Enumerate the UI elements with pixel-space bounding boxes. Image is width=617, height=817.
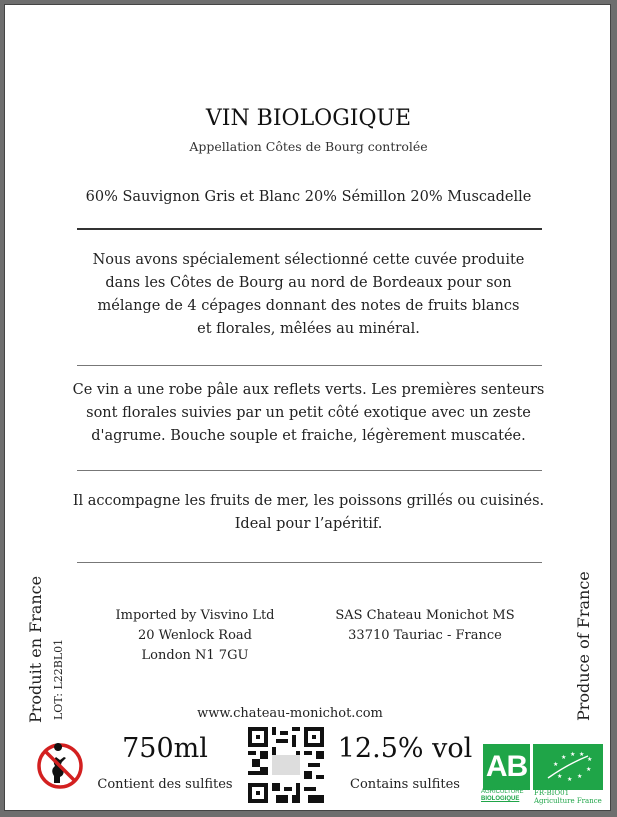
svg-text:★: ★ (557, 773, 563, 780)
lot-number: LOT: L22BL01 (52, 638, 65, 720)
producer-address: SAS Chateau Monichot MS 33710 Tauriac - France (335, 608, 515, 643)
sulfites-fr: Contient des sulfites (97, 777, 233, 792)
description-paragraph-1: Nous avons spécialement sélectionné cette cuvée produite dans les Côtes de Bourg au nord de Bordeaux pour son mélange de 4 cépages donnant des notes de fruits blancs et florales, mêlées au minéral. (92, 252, 525, 337)
svg-text:★: ★ (586, 766, 592, 773)
separator (77, 228, 542, 230)
alcohol-volume: 12.5% vol (337, 733, 473, 764)
ab-logo: AB (483, 744, 530, 790)
eu-organic-code: FR-BIO01 Agriculture France (534, 789, 602, 805)
svg-text:★: ★ (561, 754, 567, 761)
svg-text:★: ★ (570, 751, 576, 758)
svg-text:★: ★ (587, 756, 593, 763)
wine-label (4, 4, 611, 811)
no-pregnancy-icon (36, 742, 84, 790)
produit-en-france: Produit en France (26, 575, 45, 723)
qr-code[interactable] (248, 727, 324, 803)
appellation: Appellation Côtes de Bourg controlée (189, 139, 428, 154)
produce-of-france: Produce of France (574, 571, 593, 721)
volume: 750ml (122, 733, 208, 764)
sulfites-en: Contains sulfites (350, 777, 460, 792)
separator (77, 470, 542, 471)
svg-text:★: ★ (577, 773, 583, 780)
website-link[interactable]: www.chateau-monichot.com (197, 706, 383, 721)
eu-organic-logo (533, 744, 603, 790)
svg-text:★: ★ (553, 761, 559, 768)
importer-address: Imported by Visvino Ltd 20 Wenlock Road London N1 7GU (115, 608, 275, 663)
pairing-paragraph: Il accompagne les fruits de mer, les poissons grillés ou cuisinés. Ideal pour l’apéritif. (72, 493, 545, 532)
svg-text:★: ★ (567, 776, 573, 783)
label-title: VIN BIOLOGIQUE (205, 106, 412, 131)
grape-varieties: 60% Sauvignon Gris et Blanc 20% Sémillon 20% Muscadelle (85, 189, 532, 205)
separator (77, 562, 542, 563)
ab-logo-text: AGRICULTURE BIOLOGIQUE (481, 789, 524, 802)
description-paragraph-2: Ce vin a une robe pâle aux reflets verts. Les premières senteurs sont florales suivies par un petit côté exotique avec un zeste d'agrume. Bouche souple et fraiche, légèrement muscatée. (72, 382, 545, 444)
separator (77, 365, 542, 366)
svg-text:★: ★ (579, 751, 585, 758)
